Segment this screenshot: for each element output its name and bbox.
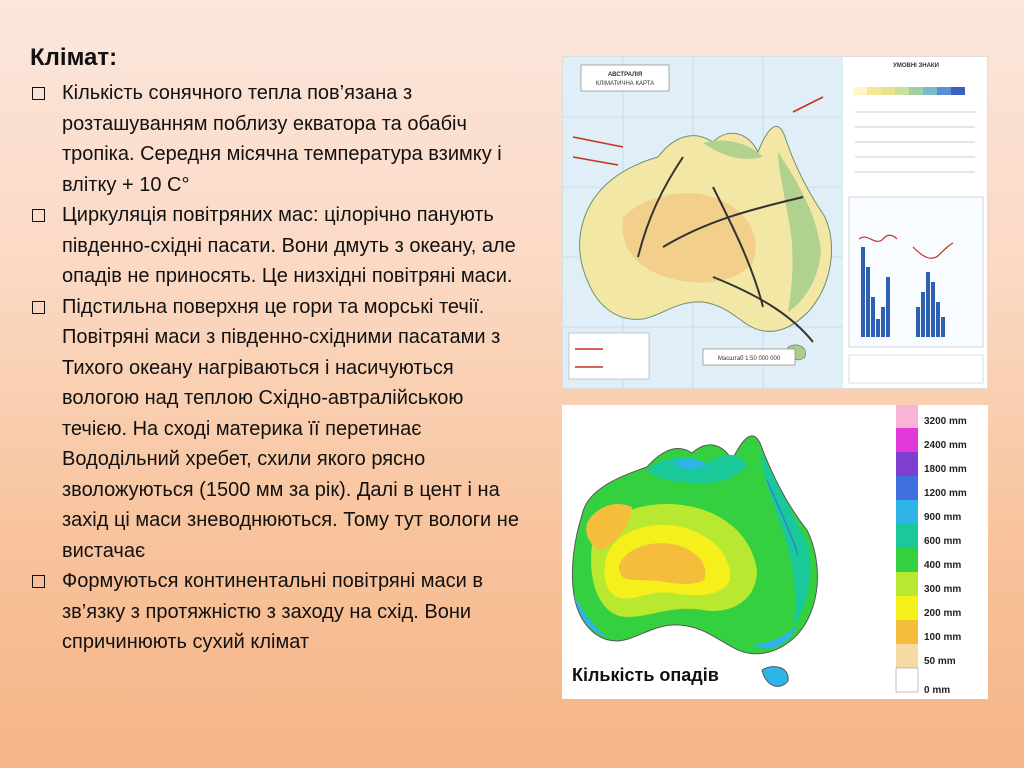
legend-label: 50 mm [924, 656, 956, 667]
bullet-item [30, 200, 530, 292]
legend-label: 3200 mm [924, 416, 967, 427]
legend-label: 100 mm [924, 632, 962, 643]
climate-map-graphic [563, 57, 987, 388]
checkbox-bullet-icon [32, 87, 45, 100]
legend-label: 400 mm [924, 560, 962, 571]
checkbox-bullet-icon [32, 209, 45, 222]
checkbox-bullet-icon [32, 575, 45, 588]
climate-map-scale: Масштаб 1:50 000 000 [717, 356, 781, 362]
bullet-item [30, 566, 530, 658]
rainfall-map-image [562, 405, 988, 699]
legend-label: 600 mm [924, 536, 962, 547]
climate-map-subtitle: КЛІМАТИЧНА КАРТА [595, 81, 655, 87]
bullet-item [30, 292, 530, 567]
bullet-text: Формуються континентальні повітряні маси в зв’язку з протяжністю з заходу на схід. Вони спричинюють сухий клімат [62, 570, 484, 653]
climate-map-title: АВСТРАЛІЯ [607, 72, 643, 78]
bullet-text: Підстильна поверхня це гори та морські течії. Повітряні маси з південно-східними пасатами з Тихого океану нагріваються і насичуються вологою над теплою Східно-автралійською течією. На сході материка її перетинає Вододільний хребет, схили якого рясно зволожуються (1500 мм за рік). Далі в цент і на захід ці маси зневоднюються. Тому тут вологи не вистачає [62, 295, 519, 562]
text-column [30, 44, 530, 658]
bullet-text: Кількість сонячного тепла пов’язана з розташуванням поблизу екватора та обабіч тропіка. Середня місячна температура взимку і влітку + 10 С° [62, 82, 502, 196]
legend-label: 200 mm [924, 608, 962, 619]
rainfall-map-caption: Кількість опадів [572, 665, 719, 685]
legend-label: 2400 mm [924, 440, 967, 451]
legend-label: 0 mm [924, 685, 951, 696]
climate-map-image [562, 56, 988, 389]
slide-title: Клімат: [30, 44, 118, 71]
legend-label: 300 mm [924, 584, 962, 595]
legend-label: 900 mm [924, 512, 962, 523]
legend-label: 1800 mm [924, 464, 967, 475]
checkbox-bullet-icon [32, 301, 45, 314]
climate-legend-title: УМОВНІ ЗНАКИ [893, 63, 939, 69]
rainfall-map-graphic [562, 405, 988, 699]
legend-label: 1200 mm [924, 488, 967, 499]
bullet-text: Циркуляція повітряних мас: цілорічно панують південно-східні пасати. Вони дмуть з океану, але опадів не приносять. Це низхідні повітряні маси. [62, 204, 516, 287]
bullet-item [30, 78, 530, 200]
bullet-list [30, 78, 530, 658]
